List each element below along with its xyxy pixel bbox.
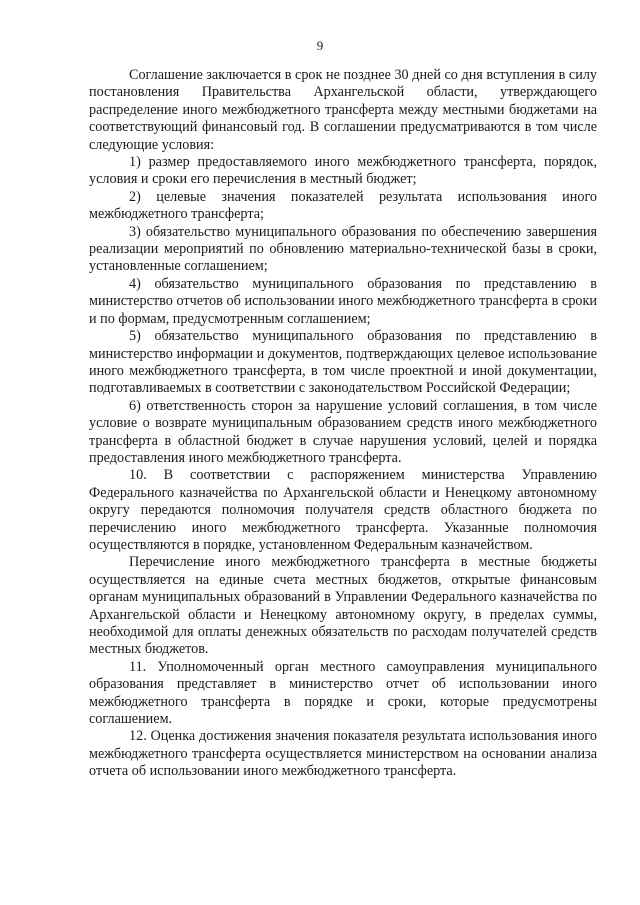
- clause-12-evaluation: 12. Оценка достижения значения показателя результата использования иного межбюджетного трансферта осуществляется министерством на основании анализа отчета об использовании иного межбюджетного трансферта.: [89, 728, 597, 780]
- page-number: 9: [316, 38, 324, 53]
- condition-1-amount: 1) размер предоставляемого иного межбюджетного трансферта, порядок, условия и сроки его перечисления в местный бюджет;: [89, 154, 597, 188]
- condition-3-completion-obligation: 3) обязательство муниципального образования по обеспечению завершения реализации мероприятий по обновлению материально-технической базы в сроки, установленные соглашением;: [89, 223, 597, 275]
- paragraph-transfer-accounts: Перечисление иного межбюджетного трансферта в местные бюджеты осуществляется на единые счета местных бюджетов, открытые финансовым органам муниципальных образований в Управлении Федерального казначейства по Архангельской области и Ненецкому автономному округу, в пределах суммы, необходимой для оплаты денежных обязательств по расходам получателей средств местных бюджетов.: [89, 554, 597, 658]
- document-body: [89, 67, 597, 781]
- paragraph-agreement-terms: Соглашение заключается в срок не позднее 30 дней со дня вступления в силу постановления Правительства Архангельской области, утверждающего распределение иного межбюджетного трансферта между местными бюджетами на соответствующий финансовый год. В соглашении предусматриваются в том числе следующие условия:: [89, 67, 597, 153]
- condition-6-responsibility: 6) ответственность сторон за нарушение условий соглашения, в том числе условие о возврате муниципальным образованием средств иного межбюджетного трансферта в областной бюджет в случае нарушения условий, целей и порядка предоставления иного межбюджетного трансферта.: [89, 397, 597, 466]
- condition-2-target-values: 2) целевые значения показателей результата использования иного межбюджетного трансферта;: [89, 188, 597, 223]
- clause-11-report: 11. Уполномоченный орган местного самоуправления муниципального образования представляет в министерство отчет об использовании иного межбюджетного трансферта в порядке и сроки, которые предусмотрены соглашением.: [89, 658, 597, 728]
- condition-5-documents-obligation: 5) обязательство муниципального образования по представлению в министерство информации и документов, подтверждающих целевое использование иного межбюджетного трансферта, в том числе проектной и иной документации, подготавливаемых в соответствии с законодательством Российской Федерации;: [89, 328, 597, 397]
- clause-10-treasury-powers: 10. В соответствии с распоряжением министерства Управлению Федерального казначейства по Архангельской области и Ненецкому автономному округу передаются полномочия получателя средств областного бюджета по перечислению иного межбюджетного трансферта. Указанные полномочия осуществляются в порядке, установленном Федеральным казначейством.: [89, 467, 597, 553]
- condition-4-reports-obligation: 4) обязательство муниципального образования по представлению в министерство отчетов об использовании иного межбюджетного трансферта в сроки и по формам, предусмотренным соглашением;: [89, 275, 597, 327]
